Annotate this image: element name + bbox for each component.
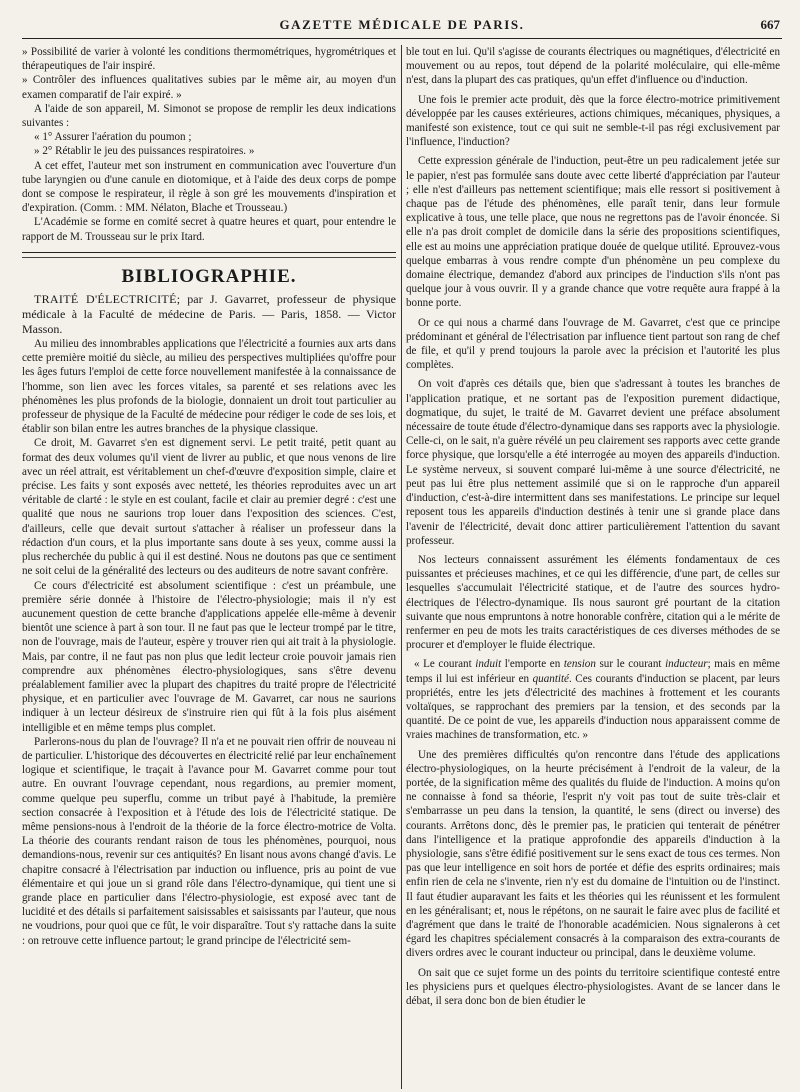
running-header [22,14,782,39]
quote-emphasis: quantité [532,672,569,685]
paragraph: Nos lecteurs connaissent assurément les éléments fondamentaux de ces puissantes et précieuses machines, et ce qui les différencie, d'une part, de celles sur lesquelles s'accumulait l'électricité statique, et de l'autre des sources hydro-électriques de l'électro-dynamique. Ils nous sauront gré pourtant de la citation suivante que nous empruntons à notre honorable confrère, citation qui a le mérite de renfermer en peu de mots les traits caractéristiques de ces diverses méthodes de se procurer et d'employer le fluide électrique. [406,553,780,652]
quote-text: « Le courant [414,658,476,671]
paragraph: » 2° Rétablir le jeu des puissances respiratoires. » [34,145,255,158]
section-divider-thin [22,257,396,258]
section-divider [22,252,396,253]
citation-details: ; par J. Gavarret, professeur de physique médicale à la Faculté de médecine de Paris. — Paris, 1858. — Victor Masson. [22,292,396,337]
book-citation [22,292,396,337]
quote-text: ; mais en même temps il lui est inférieur en [406,658,780,685]
book-title: TRAITÉ D'ÉLECTRICITÉ [34,292,177,307]
paragraph: On sait que ce sujet forme un des points du territoire scientifique contesté entre les physiciens purs et quelques électro-physiologistes. Avant de se lancer dans le débat, il sera donc bon de bien étudier le [406,966,780,1007]
quote-text: sur le courant [595,658,666,671]
quote-text: l'emporte en [501,658,564,671]
paragraph: « 1° Assurer l'aération du poumon ; [34,131,192,144]
paragraph: Parlerons-nous du plan de l'ouvrage? Il n'a et ne pouvait rien offrir de nouveau ni de particulier. L'historique des découvertes en électricité relié par leur enchaînement logique et scientifique, le traçait à l'avance pour M. Gavarret comme pour tout autre. En ouvrant l'ouvrage cependant, nous regardions, au premier moment, comme quelque peu superflu, comme un tribut payé à l'habitude, la première section consacrée à l'exposition et à l'étude des lois de l'électricité statique. De même pensions-nous à l'endroit de la théorie de la force électro-motrice de Volta. La théorie des courants rendant raison de tous les phénomènes, pourquoi, nous demandions-nous, revenir sur ces antiquités? En lisant nous avons changé d'avis. Le chapitre consacré à l'électrisation par induction ou influence, pris au point de vue élémentaire et qui joue un si grand rôle dans l'électro-dynamique, qui tient une si grande place en particulier dans l'électro-physiologie, est exposé avec tant de lucidité et des détails si parfaitement saisissables et saisissants par l'auteur, que nous ne voudrions, pour quoi que ce fût, le voir disparaître. Tout s'y rattache dans la suite : on retrouve cette influence partout; le grand principe de l'électricité sem- [22,735,396,947]
paragraph: ble tout en lui. Qu'il s'agisse de courants électriques ou magnétiques, d'électricité en mouvement ou au repos, tout dépend de la polarité moléculaire, qui elle-même n'est, dans la plupart des cas pratiques, qu'un effet d'influence ou d'induction. [406,46,780,87]
paragraph: On voit d'après ces détails que, bien que s'adressant à toutes les branches de l'application pratique, et ne sortant pas de l'exposition purement didactique, dogmatique, du sujet, le traité de M. Gavarret devient une préface absolument nécessaire de toute étude d'électro-dynamique dans ses rapports avec la physiologie. Celle-ci, on le sait, n'a guère révélé un peu clairement ses rapports avec cette grande force physique, que lorsqu'elle a été interrogée au moyen des appareils d'induction. Le système nerveux, si souvent comparé lui-même à une source d'électricité, ne peut pas lui être plus nettement assimilé que si on le rapproche d'un appareil d'induction, c'est-à-dire intermittent dans ses manifestations. Le principe sur lequel reposent tous les appareils d'induction destinés à tenir une si grande place dans l'avenir de l'électricité, devait donc attirer particulièrement l'attention du savant professeur. [406,378,780,547]
paragraph: Au milieu des innombrables applications que l'électricité a fournies aux arts dans cette première moitié du siècle, au milieu des perspectives multipliées qu'offre pour les âges futurs l'emploi de cette force nouvellement manifestée à la connaissance de l'homme, son lien avec les forces vitales, sa parenté et ses relations avec les phénomènes les plus profonds de la biologie, donnaient un droit tout particulier au professeur de physique de la Faculté de médecine pour rédiger le code de ses lois, et établir son bilan entre les autres branches de la physique classique. [22,338,396,436]
paragraph: » Possibilité de varier à volonté les conditions thermométriques, hygrométriques et thérapeutiques de l'air inspiré. [22,46,396,73]
paragraph: Or ce qui nous a charmé dans l'ouvrage de M. Gavarret, c'est que ce principe prédominant et général de l'électrisation par influence tient partout son rang de chef de file, et qu'il y prend toujours la parole avec la précision et l'autorité les plus complètes. [406,316,780,372]
paragraph: A l'aide de son appareil, M. Simonot se propose de remplir les deux indications suivantes : [22,102,396,130]
quote-text: . Ces courants d'induction se placent, par leurs propriétés, entre les jets d'électricité des machines à frottement et les courants voltaïques, se rapprochant des premiers par la tension, et des seconds par la quantité. De ce point de vue, les appareils d'induction nous apparaissent comme de vraies machines de transformation, etc. » [406,672,780,742]
text-columns [22,45,782,1089]
quote-emphasis: tension [563,658,596,671]
paragraph: Ce cours d'électricité est absolument scientifique : c'est un préambule, une première série donnée à l'histoire de l'électro-physiologie; mais il n'y est aucunement question de cette branche d'applications appelée elle-même à devenir bientôt une science à part à son tour. Il ne faut pas que le lecteur trompé par le titre, non de l'ouvrage, mais de l'auteur, espère y trouver rien qui ait trait à la physiologie. Mais, par contre, il ne faut pas non plus que ledit lecteur croie pouvoir jamais rien comprendre aux phénomènes électro-physiologiques, sans s'être devenu préalablement familier avec la plupart des chapitres du traité propre de l'électricité physique, et en particulier avec l'ouvrage de M. Gavarret, car nous ne saurions indiquer à un lecteur désireux de s'instruire rien qui fût à la fois plus aisément intelligible et en même temps plus complet. [22,579,396,734]
quotation [406,657,780,742]
section-title: BIBLIOGRAPHIE. [121,265,297,287]
column-rule [401,45,402,1089]
quote-emphasis: inducteur [665,658,708,671]
paragraph: A cet effet, l'auteur met son instrument en communication avec l'ouverture d'un tube laryngien ou d'une canule en diotomique, et à l'aide des deux corps de pompe dont se compose le respirateur, il règle à son gré les mouvements d'inspiration et d'expiration. (Comm. : MM. Nélaton, Blache et Trousseau.) [22,159,396,215]
left-column [22,45,396,1089]
paragraph: Cette expression générale de l'induction, peut-être un peu radicalement jetée sur le papier, n'est pas formulée sans doute avec cette liberté d'appréciation par l'auteur ; elle n'est d'ailleurs pas nettement scientifique; mais elle ressort si positivement à chaque pas de l'étude des phénomènes, elle paraît tenir, dans leur formule explicative à tous, une telle place, que nous ne regrettons pas de l'avoir énoncée. Si elle n'a pas droit complet de domicile dans la série des propositions scientifiques, elle est au moins une appréciation pratique douée de quelque utilité. Eprouvez-vous quelque embarras à vous rendre compte d'un phénomène un peu complexe du domaine électrique, demandez d'abord aux principes de l'induction s'ils n'ont pas quelque jour à vous ouvrir. Il y a grande chance que votre requête aura frappé à la bonne porte. [406,155,780,310]
right-column [406,45,780,1089]
journal-title: GAZETTE MÉDICALE DE PARIS. [279,17,525,32]
page-number: 667 [760,17,780,32]
paragraph: L'Académie se forme en comité secret à quatre heures et quart, pour entendre le rapport de M. Trousseau sur le prix Itard. [22,216,396,243]
paragraph: Une fois le premier acte produit, dès que la force électro-motrice primitivement développée par les causes extérieures, actions chimiques, mécaniques, physiques, a manifesté son existence, tout ce qui suit ne semble-t-il pas régi exclusivement par l'influence, l'induction? [406,93,780,149]
paragraph: Une des premières difficultés qu'on rencontre dans l'étude des applications électro-physiologiques, on la heurte précisément à l'endroit de la valeur, de la portée, de la signification même des qualités du fluide de l'induction. A moins qu'on ne connaisse à fond sa théorie, l'esprit n'y voit pas tout de suite très-clair et s'embarrasse un peu dans la tension, la quantité, le sens (direct ou inverse) des courants. Arrêtons donc, dès le premier pas, le praticien qui tenterait de pénétrer dans l'intelligence et la pratique approfondie des appareils d'induction à la physiologie, sans s'être édifié positivement sur le sens exact de tous ces termes. Non pas que leur intelligence en soit hors de portée et défie des esprits ordinaires; mais enfin rien de cela ne s'invente, rien n'y est du domaine de l'intuition ou de l'instinct. Il faut étudier auparavant les faits et les théories qui les réunissent et les formulent en les généralisant; et, nous le répétons, on ne saurait le faire avec plus de facilité et d'agrément que dans le traité de l'honorable académicien. Nous signalerons à cet égard les chapitres spécialement consacrés à la comparaison des extra-courants de divers ordres avec le courant inducteur ou principal, dans le deuxième volume. [406,748,780,960]
paragraph: » Contrôler des influences qualitatives subies par le même air, au moyen d'un examen comparatif de l'air expiré. » [22,74,396,101]
quote-emphasis: induit [475,658,502,671]
paragraph: Ce droit, M. Gavarret s'en est dignement servi. Le petit traité, petit quant au format des deux volumes qu'il vient de livrer au public, et que nous venons de lire avec un réel attrait, est véritablement un chef-d'œuvre d'exposition simple, claire et précise. Les faits y sont exposés avec netteté, les théories reproduites avec un art véritable de clarté : le style en est coulant, facile et clair au premier degré : c'est une qualité que nous ne saurions trop louer dans l'exposition des sciences. C'est, d'ailleurs, celle que devait surtout s'attacher à réaliser un professeur dans la rédaction d'un cours, et la plus importante sans doute à ses yeux, comme aussi la plus recherchée du public à qui il est destiné. Nous ne doutons pas que ce sentiment ne soit celui de la généralité des lecteurs ou des auditeurs de notre savant confrère. [22,437,396,578]
